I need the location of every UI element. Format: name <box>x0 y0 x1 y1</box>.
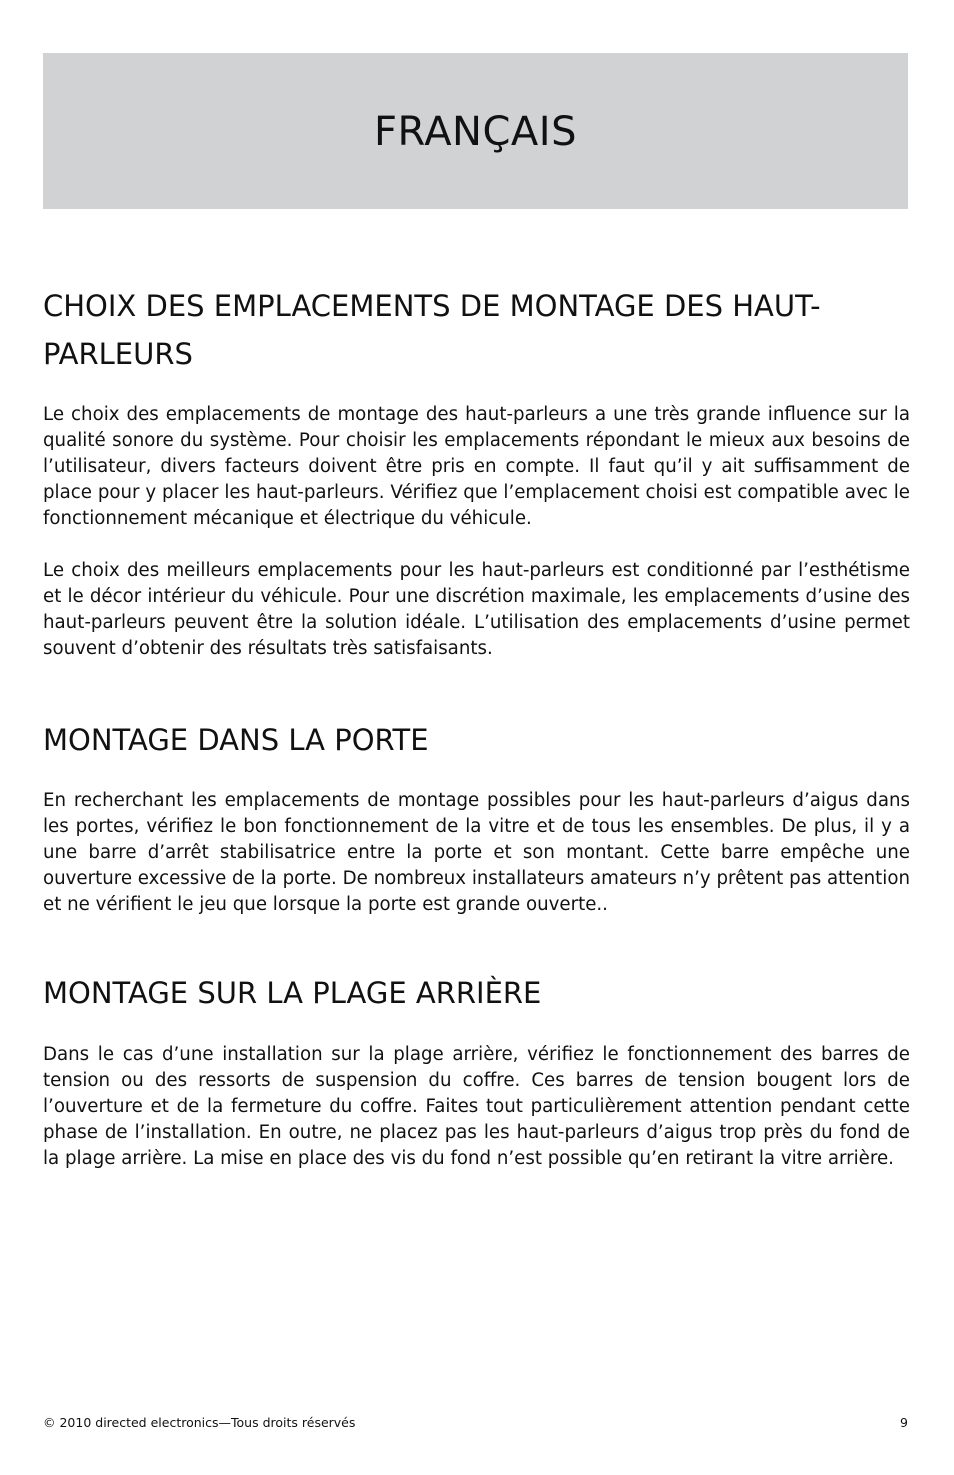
paragraph-speaker-locations-1: Le choix des emplacements de montage des haut-parleurs a une très grande influence sur la qualité sonore du système. Pour choisir les emplacements répondant le mieux aux besoins de l’utilisateur, divers facteurs doivent être pris en compte. Il faut qu’il y ait suffisamment de place pour y placer les haut-parleurs. Vérifiez que l’emplacement choisi est compatible avec le fonctionnement mécanique et électrique du véhicule. <box>43 404 910 529</box>
paragraph-door-mounting: En recherchant les emplacements de montage possibles pour les haut-parleurs d’aigus dans les portes, vérifiez le bon fonctionnement de la vitre et de tous les ensembles. De plus, il y a une barre d’arrêt stabilisatrice entre la porte et son montant. Cette barre empêche une ouverture excessive de la porte. De nombreux installateurs amateurs n’y prêtent pas attention et ne vérifient le jeu que lorsque la porte est grande ouverte.. <box>43 790 910 915</box>
footer-page-number: 9 <box>900 1415 908 1430</box>
section-heading-door-mounting: MONTAGE DANS LA PORTE <box>43 723 429 757</box>
footer-copyright: © 2010 directed electronics—Tous droits réservés <box>43 1415 356 1430</box>
language-title: FRANÇAIS <box>374 109 577 155</box>
language-banner <box>43 53 908 209</box>
section-heading-rear-deck-mounting: MONTAGE SUR LA PLAGE ARRIÈRE <box>43 976 542 1010</box>
section-heading-speaker-locations: CHOIX DES EMPLACEMENTS DE MONTAGE DES HAUT-PARLEURS <box>43 289 821 371</box>
paragraph-speaker-locations-2: Le choix des meilleurs emplacements pour les haut-parleurs est conditionné par l’esthétisme et le décor intérieur du véhicule. Pour une discrétion maximale, les emplacements d’usine des haut-parleurs peuvent être la solution idéale. L’utilisation des emplacements d’usine permet souvent d’obtenir des résultats très satisfaisants. <box>43 560 910 659</box>
paragraph-rear-deck-mounting: Dans le cas d’une installation sur la plage arrière, vérifiez le fonctionnement des barres de tension ou des ressorts de suspension du coffre. Ces barres de tension bougent lors de l’ouverture et de la fermeture du coffre. Faites tout particulièrement attention pendant cette phase de l’installation. En outre, ne placez pas les haut-parleurs d’aigus trop près du fond de la plage arrière. La mise en place des vis du fond n’est possible qu’en retirant la vitre arrière. <box>43 1044 910 1169</box>
